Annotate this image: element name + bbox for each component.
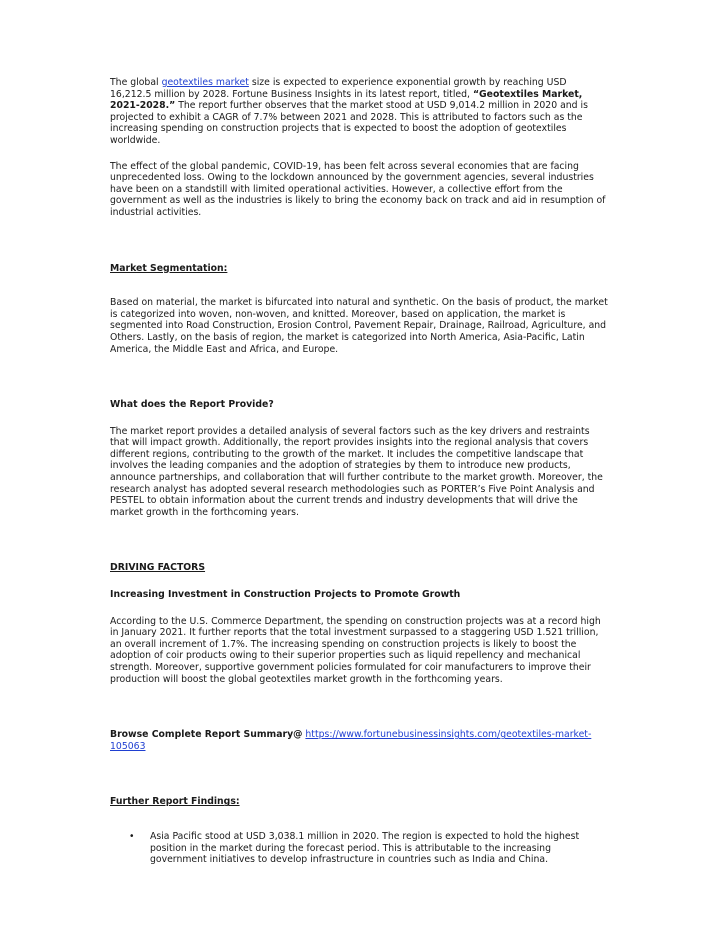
intro-text-end: The report further observes that the market stood at USD 9,014.2 million in 2020 and is projected to exhibit a CAGR of 7.7% between 2021 and 2028. This is attributed to factors such as the increasing spending on construction projects that is expected to boost the adoption of geotextiles worldwide.: [110, 100, 588, 146]
browse-summary: [110, 729, 610, 752]
intro-text-start: The global: [110, 77, 162, 88]
driving-factors-subheading: Increasing Investment in Construction Projects to Promote Growth: [110, 589, 461, 601]
intro-paragraph-2: The effect of the global pandemic, COVID-19, has been felt across several economies that are facing unprecedented loss. Owing to the lockdown announced by the government agencies, several industries have been on a standstill with limited operational activities. However, a collective effort from the government as well as the industries is likely to bring the economy back on track and aid in resumption of industrial activities.: [110, 160, 606, 218]
report-title: “Geotextiles Market, 2021-2028.”: [110, 88, 583, 112]
segmentation-body: Based on material, the market is bifurcated into natural and synthetic. On the basis of product, the market is categorized into woven, non-woven, and knitted. Moreover, based on application, the market is segmented into Road Construction, Erosion Control, Pavement Repair, Drainage, Railroad, Agriculture, and Others. Lastly, on the basis of region, the market is categorized into North America, Asia-Pacific, Latin America, the Middle East and Africa, and Europe.: [110, 297, 608, 355]
report-summary-link[interactable]: https://www.fortunebusinessinsights.com/geotextiles-market-105063: [110, 729, 592, 752]
document-page: [110, 77, 610, 866]
geotextiles-market-link[interactable]: geotextiles market: [161, 77, 249, 88]
segmentation-heading: Market Segmentation:: [110, 262, 228, 274]
intro-paragraph-1: [110, 77, 610, 147]
finding-text: Asia Pacific stood at USD 3,038.1 million in 2020. The region is expected to hold the highest position in the market during the forecast period. This is attributable to the increasing government initiatives to develop infrastructure in countries such as India and China.: [150, 830, 580, 866]
list-item: [110, 831, 610, 866]
driving-factors-body: According to the U.S. Commerce Department, the spending on construction projects was at a record high in January 2021. It further reports that the total investment surpassed to a staggering USD 1.521 trillion, an overall increment of 1.7%. The increasing spending on construction projects is likely to boost the adoption of coir products owing to their superior properties such as liquid repellency and mechanical strength. Moreover, supportive government policies formulated for coir manufacturers to improve their production will boost the global geotextiles market growth in the forthcoming years.: [110, 615, 601, 685]
intro-text-middle: size is expected to experience exponential growth by reaching USD 16,212.5 million by 2028. Fortune Business Insights in its latest report, titled,: [110, 77, 567, 100]
findings-list: [110, 831, 610, 866]
report-body: The market report provides a detailed analysis of several factors such as the key drivers and restraints that will impact growth. Additionally, the report provides insights into the regional analysis that covers different regions, contributing to the growth of the market. It includes the competitive landscape that involves the leading companies and the adoption of strategies by them to introduce new products, announce partnerships, and collaboration that will further contribute to the market growth. Moreover, the research analyst has adopted several research methodologies such as PORTER’s Five Point Analysis and PESTEL to obtain information about the current trends and industry developments that will drive the market growth in the forthcoming years.: [110, 425, 603, 518]
findings-heading: Further Report Findings:: [110, 796, 240, 808]
browse-label: Browse Complete Report Summary@: [110, 729, 303, 741]
bullet-icon: •: [129, 830, 135, 842]
driving-factors-heading: DRIVING FACTORS: [110, 562, 206, 574]
report-heading: What does the Report Provide?: [110, 399, 274, 411]
